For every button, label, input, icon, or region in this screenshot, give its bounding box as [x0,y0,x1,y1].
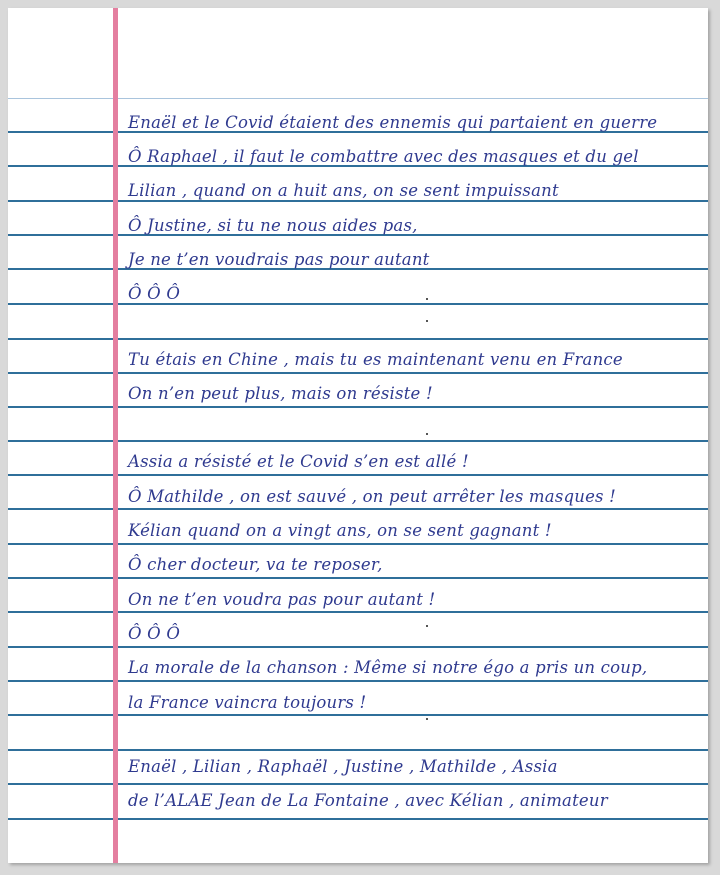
poem-line: de l’ALAE Jean de La Fontaine , avec Kélian , animateur [128,791,608,810]
poem-line: Assia a résisté et le Covid s’en est allé ! [128,452,469,471]
poem-line: Kélian quand on a vingt ans, on se sent gagnant ! [128,521,552,540]
poem-line: Tu étais en Chine , mais tu es maintenant venu en France [128,350,623,369]
poem-line: Je ne t’en voudrais pas pour autant [128,250,430,269]
poem-line: Ô cher docteur, va te reposer, [128,555,383,574]
poem-line: Enaël et le Covid étaient des ennemis qui partaient en guerre [128,113,658,132]
poem-line: Ô Ô Ô [128,624,181,643]
poem-line: Ô Raphael , il faut le combattre avec des masques et du gel [128,147,639,166]
paper-speck [426,718,428,720]
margin-line [113,8,118,863]
paper-speck [426,433,428,435]
poem-line: Enaël , Lilian , Raphaël , Justine , Mathilde , Assia [128,757,558,776]
poem-line: On n’en peut plus, mais on résiste ! [128,384,433,403]
poem-line: Lilian , quand on a huit ans, on se sent impuissant [128,181,559,200]
poem-line: Ô Ô Ô [128,284,181,303]
poem-line: Ô Justine, si tu ne nous aides pas, [128,216,418,235]
paper-speck [426,320,428,322]
poem-line: la France vaincra toujours ! [128,693,367,712]
poem-line: Ô Mathilde , on est sauvé , on peut arrêter les masques ! [128,487,616,506]
poem-line: La morale de la chanson : Même si notre égo a pris un coup, [128,658,648,677]
notebook-page [8,8,708,863]
poem-line: On ne t’en voudra pas pour autant ! [128,590,436,609]
